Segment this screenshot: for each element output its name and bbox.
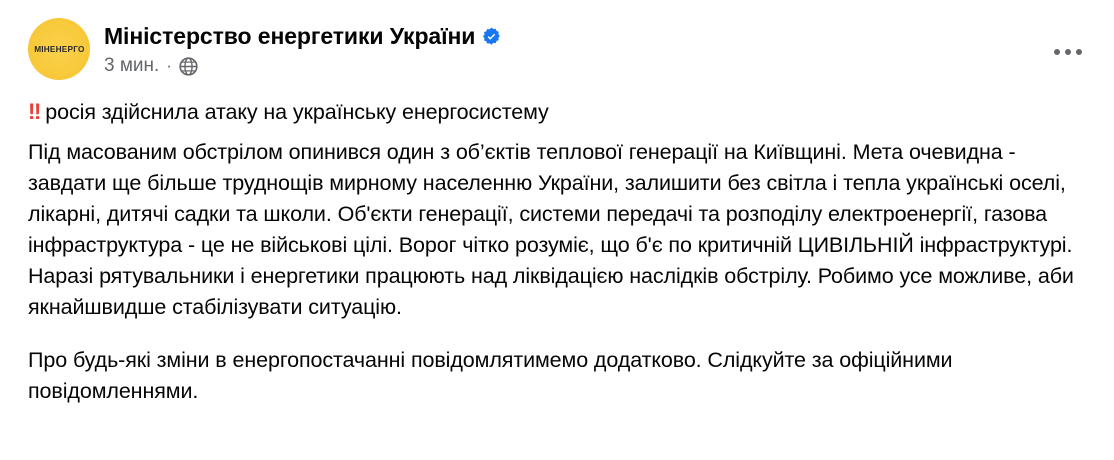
post-paragraph: Під масованим обстрілом опинився один з об’єктів теплової генерації на Київщині. Мета очевидна - завдати ще більше труднощів мирному населенню України, залишити без світла і тепла українські оселі, лікарні, дитячі садки та школи. Об'єкти генерації, системи передачі та розподілу електроенергії, газова інфраструктура - це не військові цілі. Ворог чітко розуміє, що б'є по критичній ЦИВІЛЬНІЙ інфраструктурі. xyxy=(28,140,1073,257)
avatar-label: МІНЕНЕРГО xyxy=(33,44,85,54)
post-headline xyxy=(28,96,1086,128)
post-timestamp[interactable]: 3 мин. xyxy=(104,55,160,76)
alert-marker-icon: ‼ xyxy=(28,99,40,124)
post-header-text xyxy=(104,18,501,77)
globe-icon[interactable] xyxy=(179,57,198,76)
post-paragraph: Про будь-які зміни в енергопостачанні повідомлятимемо додатково. Слідкуйте за офіційними повідомленнями. xyxy=(28,348,953,403)
avatar[interactable] xyxy=(28,18,90,80)
page-name[interactable]: Міністерство енергетики України xyxy=(104,23,476,49)
dot xyxy=(1065,49,1071,55)
verified-badge-icon xyxy=(482,27,501,46)
post-meta-row xyxy=(104,55,501,77)
post-header xyxy=(28,18,1086,80)
dot xyxy=(1076,49,1082,55)
post-paragraph: Наразі рятувальники і енергетики працюють над ліквідацією наслідків обстрілу. Робимо усе можливе, аби якнайшвидше стабілізувати ситуацію. xyxy=(28,264,1074,319)
more-options-icon[interactable] xyxy=(1050,40,1086,64)
dot xyxy=(1054,49,1060,55)
page-name-row xyxy=(104,22,501,50)
post-headline-text: росія здійснила атаку на українську енергосистему xyxy=(45,100,549,124)
meta-separator: · xyxy=(166,56,172,75)
post-body xyxy=(28,96,1086,407)
